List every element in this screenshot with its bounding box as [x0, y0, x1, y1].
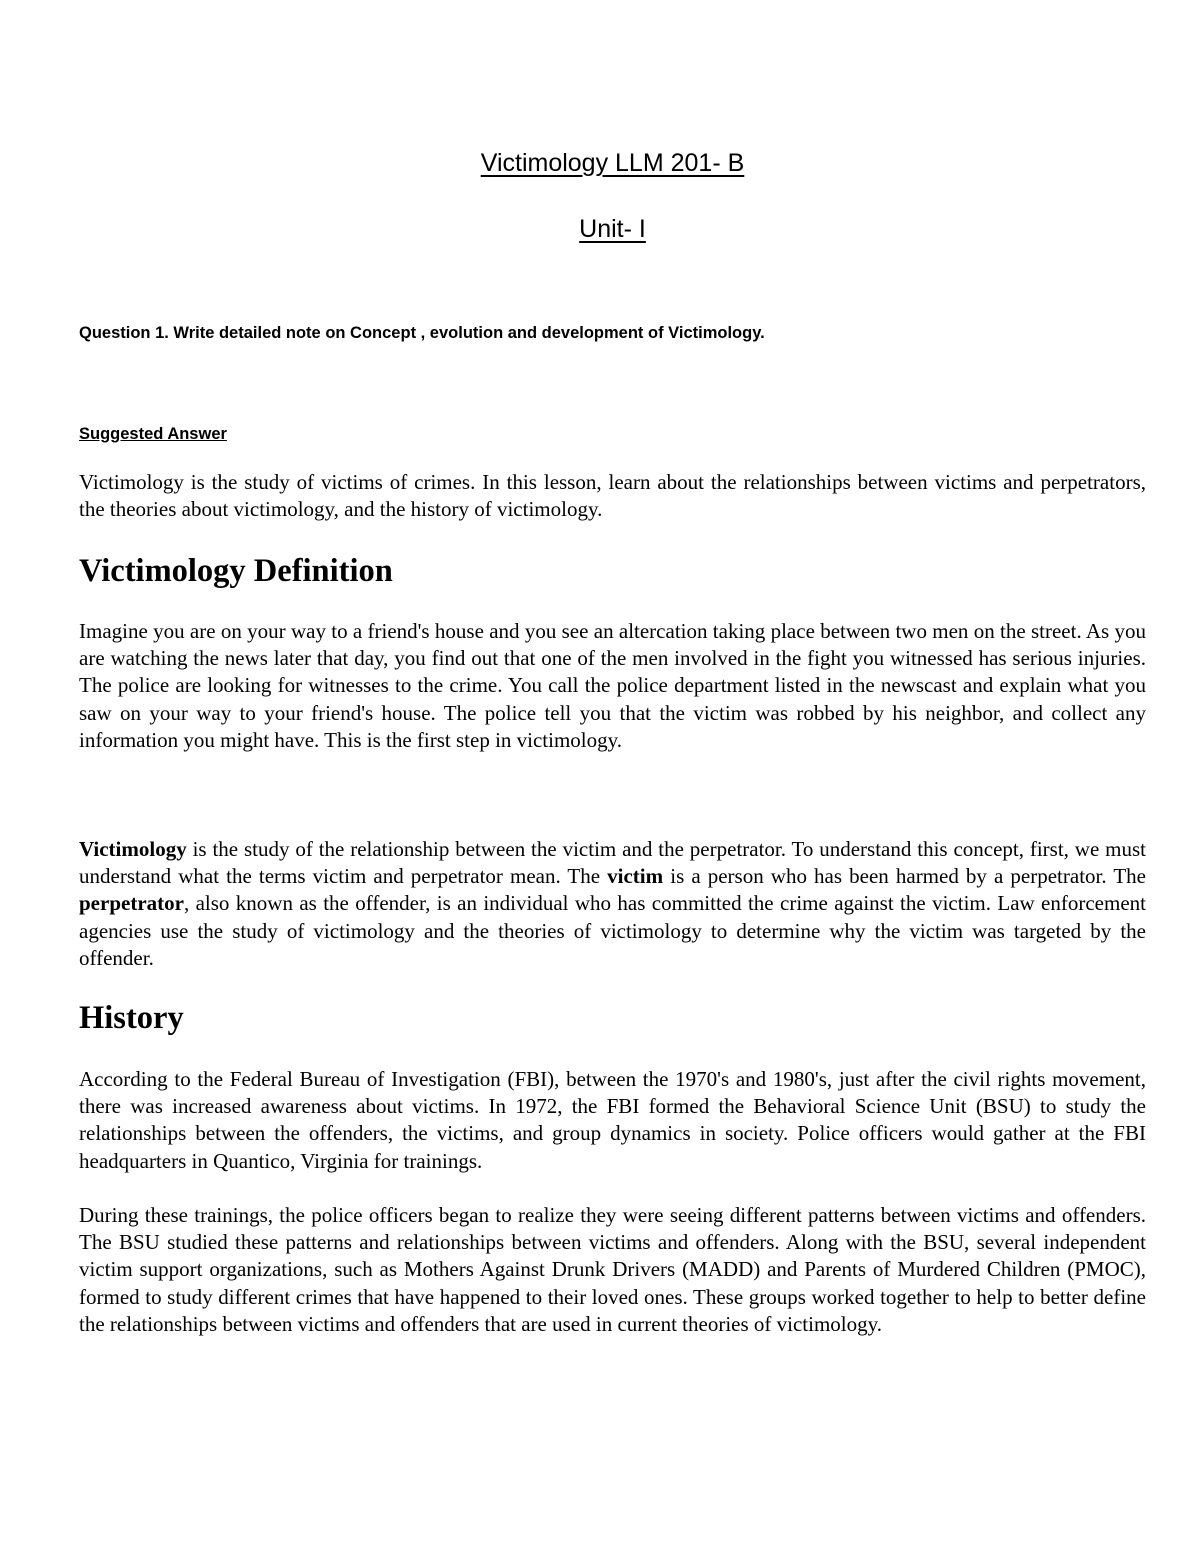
definition-paragraph-1: Imagine you are on your way to a friend's house and you see an altercation taking place between two men on the street. As you are watching the news later that day, you find out that one of the men involved in the fight you witnessed has serious injuries. The police are looking for witnesses to the crime. You call the police department listed in the newscast and explain what you saw on your way to your friend's house. The police tell you that the victim was robbed by his neighbor, and collect any information you might have. This is the first step in victimology.: [79, 619, 1146, 752]
term-perpetrator: perpetrator: [79, 891, 184, 916]
unit-heading: Unit- I: [579, 215, 646, 243]
definition-text-2: is a person who has been harmed by a perpetrator. The: [663, 864, 1146, 889]
definition-heading: Victimology Definition: [79, 553, 393, 589]
definition-text-3: , also known as the offender, is an individual who has committed the crime against the victim. Law enforcement agencies use the study of victimology and the theories of victimology to determine why the victim was targeted by the offender.: [79, 891, 1146, 970]
history-paragraph-2: During these trainings, the police officers began to realize they were seeing different patterns between victims and offenders. The BSU studied these patterns and relationships between victims and offenders. Along with the BSU, several independent victim support organizations, such as Mothers Against Drunk Drivers (MADD) and Parents of Murdered Children (PMOC), formed to study different crimes that have happened to their loved ones. These groups worked together to help to better define the relationships between victims and offenders that are used in current theories of victimology.: [79, 1203, 1146, 1336]
definition-paragraph-2: [79, 836, 1146, 972]
document-title: Victimology LLM 201- B: [480, 149, 745, 177]
suggested-answer-label: Suggested Answer: [79, 425, 227, 443]
history-heading: History: [79, 1000, 184, 1036]
document-page: [79, 0, 1146, 1553]
history-paragraph-1: According to the Federal Bureau of Investigation (FBI), between the 1970's and 1980's, just after the civil rights movement, there was increased awareness about victims. In 1972, the FBI formed the Behavioral Science Unit (BSU) to study the relationships between the offenders, the victims, and group dynamics in society. Police officers would gather at the FBI headquarters in Quantico, Virginia for trainings.: [79, 1067, 1146, 1173]
term-victimology: Victimology: [79, 837, 187, 861]
term-victim: victim: [607, 864, 664, 889]
question-text: Question 1. Write detailed note on Concept , evolution and development of Victimology.: [79, 324, 765, 342]
definition-text-1: is the study of the relationship between the victim and the perpetrator. To understand this concept, first, we must understand what the terms victim and perpetrator mean. The: [79, 837, 1146, 889]
intro-paragraph: Victimology is the study of victims of crimes. In this lesson, learn about the relationships between victims and perpetrators, the theories about victimology, and the history of victimology.: [79, 470, 1146, 522]
